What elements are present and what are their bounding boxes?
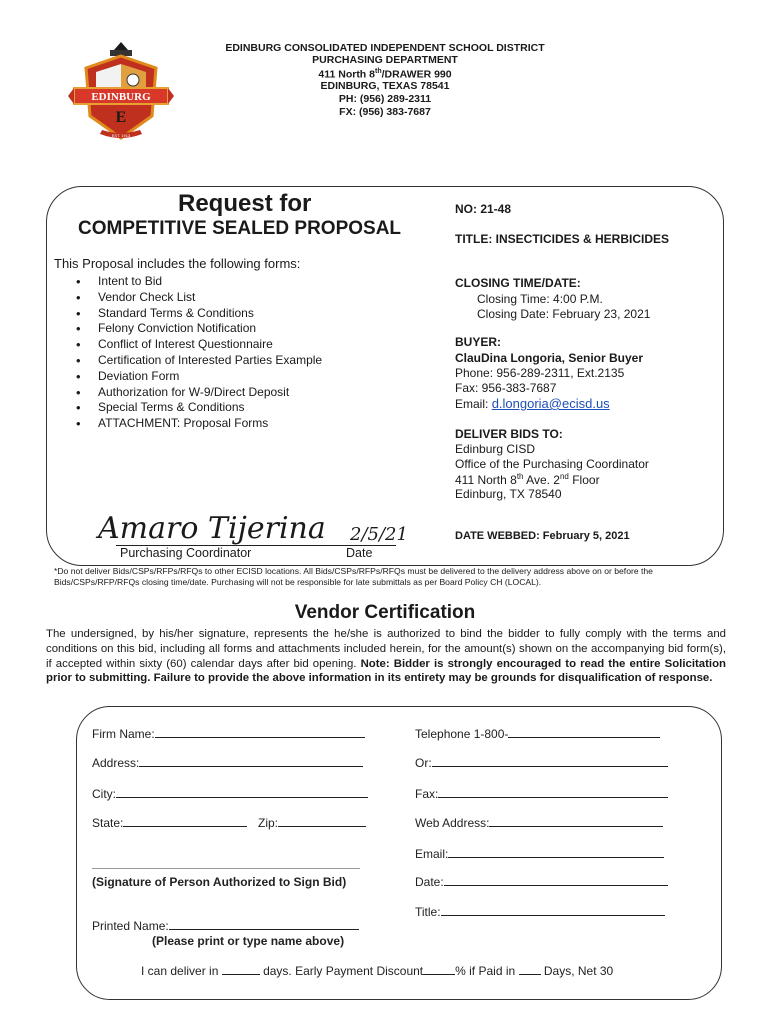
- deliver-line-1: Edinburg CISD: [455, 442, 536, 456]
- list-item: • Standard Terms & Conditions: [76, 306, 322, 322]
- list-item: • Special Terms & Conditions: [76, 400, 322, 416]
- proposal-number: NO: 21-48: [455, 202, 512, 216]
- buyer-email-label: Email:: [455, 397, 492, 411]
- list-item: • Felony Conviction Notification: [76, 321, 322, 337]
- print-note: (Please print or type name above): [152, 934, 345, 948]
- date-field[interactable]: [415, 874, 668, 889]
- deliver-label: DELIVER BIDS TO:: [455, 427, 563, 441]
- svg-text:2/5/21: 2/5/21: [350, 524, 408, 545]
- email-field[interactable]: [415, 846, 664, 861]
- department-city: EDINBURG, TEXAS 78541: [320, 80, 450, 92]
- web-address-field[interactable]: [415, 815, 663, 830]
- date-label: Date: [346, 546, 373, 560]
- telephone-line[interactable]: [508, 726, 660, 738]
- telephone-label: Telephone 1-800-: [415, 727, 509, 741]
- certification-paragraph: [46, 627, 726, 686]
- svg-text:EST. 1913: EST. 1913: [111, 133, 131, 138]
- deliver-line-3: 411 North 8th Ave. 2nd Floor: [455, 472, 600, 487]
- firm-name-line[interactable]: [155, 726, 365, 738]
- buyer-phone: Phone: 956-289-2311, Ext.2135: [455, 366, 625, 380]
- buyer-name: ClauDina Longoria, Senior Buyer: [455, 351, 644, 365]
- fax-line[interactable]: [438, 786, 668, 798]
- vendor-certification-title: Vendor Certification: [294, 602, 476, 623]
- city-line[interactable]: [116, 786, 368, 798]
- request-for-title: Request for: [178, 190, 312, 217]
- printed-name-field[interactable]: [92, 918, 359, 933]
- district-name: EDINBURG CONSOLIDATED INDEPENDENT SCHOOL DISTRICT: [225, 42, 545, 54]
- department-address: 411 North 8th/DRAWER 990: [318, 68, 452, 81]
- list-item: • ATTACHMENT: Proposal Forms: [76, 416, 322, 432]
- address-label: Address:: [92, 756, 140, 770]
- web-address-label: Web Address:: [415, 816, 490, 830]
- address-line[interactable]: [139, 755, 363, 767]
- discount-percent-line[interactable]: [423, 963, 455, 975]
- title-field[interactable]: [415, 904, 665, 919]
- printed-name-line[interactable]: [169, 918, 359, 930]
- state-label: State:: [92, 816, 124, 830]
- net-terms-label: Days, Net 30: [543, 964, 614, 978]
- closing-date: Closing Date: February 23, 2021: [477, 307, 651, 321]
- coordinator-signature: [88, 500, 408, 550]
- paid-in-label: % if Paid in: [455, 964, 516, 978]
- zip-field[interactable]: [258, 815, 366, 830]
- list-item: • Deviation Form: [76, 369, 322, 385]
- buyer-email-link[interactable]: d.longoria@ecisd.us: [491, 396, 610, 411]
- paid-days-line[interactable]: [519, 963, 541, 975]
- days-discount-label: days. Early Payment Discount: [263, 964, 424, 978]
- address-field[interactable]: [92, 755, 363, 770]
- certification-text: The undersigned, by his/her signature, represents the he/she is authorized to bind the bidder to fully comply with the terms and conditions on this bid, including all forms and attachments included herein, for the amount(s) shown on the accompanying bid form(s), if accepted within sixty (60) calendar days after bid opening.: [46, 628, 726, 670]
- or-line[interactable]: [432, 755, 668, 767]
- forms-intro: This Proposal includes the following forms:: [54, 256, 301, 271]
- firm-name-label: Firm Name:: [92, 727, 155, 741]
- zip-label: Zip:: [258, 816, 279, 830]
- email-line[interactable]: [448, 846, 664, 858]
- buyer-fax: Fax: 956-383-7687: [455, 381, 557, 395]
- city-field[interactable]: [92, 786, 368, 801]
- list-item: • Vendor Check List: [76, 290, 322, 306]
- fax-field[interactable]: [415, 786, 668, 801]
- signature-label: Purchasing Coordinator: [120, 546, 252, 560]
- firm-name-field[interactable]: [92, 726, 365, 741]
- date-field-label: Date:: [415, 875, 444, 889]
- svg-text:EDINBURG: EDINBURG: [91, 91, 151, 103]
- list-item: • Intent to Bid: [76, 274, 322, 290]
- department-phone: PH: (956) 289-2311: [338, 93, 432, 105]
- telephone-field[interactable]: [415, 726, 660, 741]
- or-field[interactable]: [415, 755, 668, 770]
- department-fax: FX: (956) 383-7687: [339, 106, 431, 118]
- state-line[interactable]: [123, 815, 247, 827]
- deliver-in-label: I can deliver in: [141, 964, 219, 978]
- or-label: Or:: [415, 756, 432, 770]
- proposal-type: COMPETITIVE SEALED PROPOSAL: [78, 218, 402, 239]
- zip-line[interactable]: [278, 815, 366, 827]
- buyer-label: BUYER:: [455, 335, 502, 349]
- svg-text:E: E: [115, 109, 127, 126]
- closing-time: Closing Time: 4:00 P.M.: [477, 292, 603, 306]
- date-webbed: DATE WEBBED: February 5, 2021: [455, 530, 630, 542]
- department-name: PURCHASING DEPARTMENT: [312, 54, 458, 66]
- forms-list: [76, 274, 322, 432]
- buyer-email-row: [455, 396, 610, 411]
- printed-name-label: Printed Name:: [92, 919, 169, 933]
- signature-sign-line[interactable]: [92, 868, 360, 869]
- delivery-days-line[interactable]: [222, 963, 260, 975]
- certification-note: Note: Bidder is strongly encouraged to read the entire Solicitation prior to submitting. Failure to provide the above information in its entirety may be grounds for disqualification of response.: [46, 657, 726, 685]
- deliver-line-4: Edinburg, TX 78540: [455, 487, 562, 501]
- list-item: • Conflict of Interest Questionnaire: [76, 337, 322, 353]
- title-label: Title:: [415, 905, 441, 919]
- email-label: Email:: [415, 847, 449, 861]
- delivery-terms: [141, 963, 613, 978]
- list-item: • Certification of Interested Parties Example: [76, 353, 322, 369]
- delivery-note: *Do not deliver Bids/CSPs/RFPs/RFQs to other ECISD locations. All Bids/CSPs/RFPs/RFQs must be delivered to the delivery address above on or before the Bids/CSPs/RFP/RFQs closing time/date. Purchasing will not be responsible for late submittals as per Board Policy CH (LOCAL).: [54, 566, 653, 587]
- deliver-line-2: Office of the Purchasing Coordinator: [455, 457, 649, 471]
- fax-label: Fax:: [415, 787, 439, 801]
- state-field[interactable]: [92, 815, 247, 830]
- title-line[interactable]: [441, 904, 665, 916]
- web-address-line[interactable]: [489, 815, 663, 827]
- list-item: • Authorization for W-9/Direct Deposit: [76, 385, 322, 401]
- date-line[interactable]: [444, 874, 668, 886]
- signature-field-label: (Signature of Person Authorized to Sign Bid): [92, 875, 347, 889]
- city-label: City:: [92, 787, 116, 801]
- closing-label: CLOSING TIME/DATE:: [455, 276, 581, 290]
- svg-text:Amaro Tijerina: Amaro Tijerina: [98, 511, 326, 546]
- proposal-title: TITLE: INSECTICIDES & HERBICIDES: [455, 232, 670, 246]
